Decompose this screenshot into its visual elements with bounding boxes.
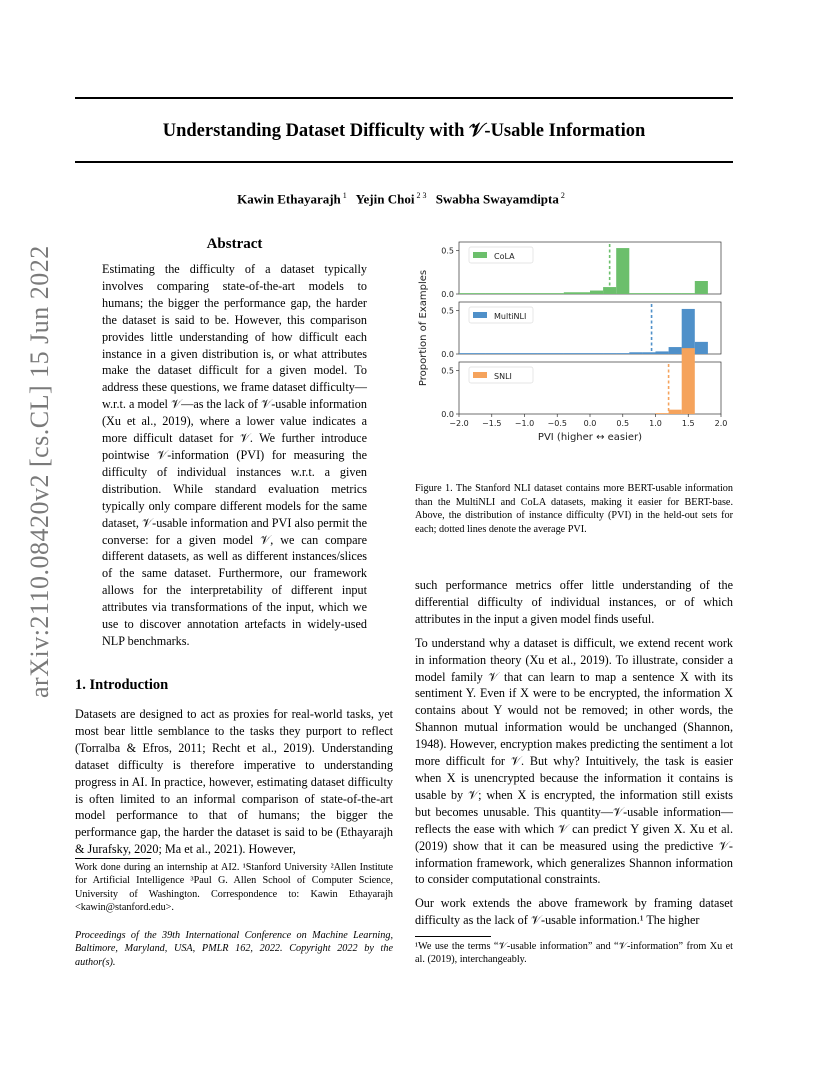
histogram-bar [682,348,695,414]
legend-swatch [473,312,487,318]
paragraph: Our work extends the above framework by framing dataset difficulty as the lack of 𝒱-usable information.¹ The higher [415,896,733,928]
proceedings-note: Proceedings of the 39th International Conference on Machine Learning, Baltimore, Maryland, USA, PMLR 162, 2022. Copyright 2022 by the author(s). [75,930,393,968]
histogram-bar [629,352,642,354]
pvi-histogram-chart [412,238,732,478]
x-tick-label: 1.0 [649,419,662,428]
arxiv-identifier: arXiv:2110.08420v2 [cs.CL] 15 Jun 2022 [25,245,54,698]
figure-caption: Figure 1. The Stanford NLI dataset contains more BERT-usable information than the MultiNLI and CoLA datasets, making it easier for BERT-base. Above, the distribution of instance difficulty (PVI) in the held-out sets for each; dotted lines denote the average PVI. [415,483,733,535]
histogram-bar [590,291,603,294]
legend-label: MultiNLI [494,312,527,321]
right-column-text [415,577,733,936]
histogram-bar [564,353,590,354]
histogram-bar [695,281,708,294]
x-tick-label: −2.0 [449,419,469,428]
histogram-bar [603,353,616,354]
figure-1 [412,238,732,478]
y-tick-label: 0.0 [441,290,454,299]
x-tick-label: 0.0 [583,419,597,428]
abstract-text: Estimating the difficulty of a dataset typically involves comparing state-of-the-art models to humans; the bigger the performance gap, the harder the dataset is said to be. However, this comparison provides little understanding of how difficult each instance in a given distribution is, or what attributes make the dataset difficult for a given model. To address these questions, we frame dataset difficulty—w.r.t. a model 𝒱—as the lack of 𝒱-usable information (Xu et al., 2019), where a lower value indicates a more difficult dataset for 𝒱. We further introduce pointwise 𝒱-information (PVI) for measuring the difficulty of individual instances w.r.t. a given distribution. While standard evaluation metrics typically only compare different models for the same dataset, 𝒱-usable information and PVI also permit the converse: for a given model 𝒱, we can compare different datasets, as well as different instances/slices of the same dataset. Furthermore, our framework allows for the interpretability of different input attributes via transformations of the input, which we use to discover annotation artefacts in widely-used NLP benchmarks. [102,262,367,648]
histogram-bar [538,293,564,294]
y-tick-label: 0.5 [441,366,454,376]
histogram-bar [538,353,564,354]
affiliation-footnote: Work done during an internship at AI2. ¹Stanford University ²Allen Institute for Artificial Intelligence ³Paul G. Allen School of Computer Science, University of Washington. Correspondence to: Kawin Ethayarajh <kawin@stanford.edu>. [75,862,393,914]
paper-title: Understanding Dataset Difficulty with 𝒱-Usable Information [162,121,646,141]
author-name: Kawin Ethayarajh [237,191,341,207]
histogram-bar [485,293,511,294]
histogram-bar [616,353,629,354]
histogram-bar [459,353,485,354]
y-tick-label: 0.0 [441,410,454,419]
author-affiliation: 1 [342,191,347,200]
histogram-bar [642,293,655,294]
histogram-bar [459,293,485,294]
abstract-heading: Abstract [206,236,263,252]
introduction-text: Datasets are designed to act as proxies for real-world tasks, yet most bear little semblance to the tasks they purport to reflect (Torralba & Efros, 2011; Recht et al., 2019). Understanding dataset difficulty is therefore imperative to understanding progress in AI. In practice, however, estimating dataset difficulty is often limited to an informal comparison of state-of-the-art model performance to that of humans; the bigger the performance gap, the harder the dataset is said to be (Ethayarajh & Jurafsky, 2020; Ma et al., 2021). However, [75,707,393,857]
histogram-bar [669,347,682,354]
y-tick-label: 0.5 [441,306,454,316]
x-tick-label: 0.5 [616,419,630,428]
histogram-bar [669,410,682,414]
x-tick-label: 1.5 [681,419,695,428]
x-tick-label: −1.0 [514,419,535,428]
legend-swatch [473,252,487,258]
histogram-bar [616,248,629,294]
histogram-bar [642,352,655,354]
histogram-bar [695,342,708,354]
legend-swatch [473,372,487,378]
footnote-rule [75,858,151,859]
footnote-rule [415,936,491,937]
x-tick-label: −0.5 [547,419,567,428]
author-list [75,191,733,207]
histogram-bar [485,353,511,354]
author-affiliation: 2 [560,191,565,200]
x-tick-label: −1.5 [482,419,502,428]
legend-label: CoLA [494,252,515,261]
top-rule [75,97,733,99]
histogram-bar [656,351,669,354]
usage-footnote: ¹We use the terms “𝒱-usable information” and “𝒱-information” from Xu et al. (2019), interchangeably. [415,941,733,966]
histogram-bar [656,413,669,414]
x-axis-label: PVI (higher ↔ easier) [537,432,643,443]
y-tick-label: 0.0 [441,350,454,359]
legend-label: SNLI [494,372,512,381]
histogram-bar [564,292,590,294]
author-name: Yejin Choi [355,191,415,207]
histogram-bar [629,293,642,294]
paragraph: such performance metrics offer little understanding of the differential difficulty of individual instances, or of which attributes in the input a given model finds useful. [415,578,733,626]
title-bottom-rule [75,161,733,163]
histogram-bar [682,309,695,354]
section-heading: 1. Introduction [75,677,169,693]
histogram-bar [656,293,669,294]
histogram-bar [669,293,682,294]
histogram-bar [511,353,537,354]
author-affiliation: 2 3 [416,191,427,200]
paragraph: To understand why a dataset is difficult, we extend recent work in information theory (Xu et al., 2019). To illustrate, consider a model family 𝒱 that can learn to map a sentence X with its sentiment Y. Even if X were to be encrypted, the information X contains about Y would not be removed; in other words, the Shannon mutual information would be unchanged (Shannon, 1948). However, encryption makes predicting the sentiment a lot more difficult for 𝒱. But why? Intuitively, the task is easier when X is unencrypted because the information it contains is usable by 𝒱; when X is encrypted, the information still exists but becomes unusable. This quantity—𝒱-usable information—reflects the ease with which 𝒱 can predict Y given X. Xu et al. (2019) show that it can be measured using the predictive 𝒱-information framework, which generalizes Shannon information to consider computational constraints. [415,635,733,887]
y-axis-label: Proportion of Examples [418,269,429,387]
histogram-bar [590,353,603,354]
histogram-bar [682,293,695,294]
y-tick-label: 0.5 [441,246,454,256]
author-name: Swabha Swayamdipta [435,191,559,207]
histogram-bar [511,293,537,294]
x-tick-label: 2.0 [714,419,728,428]
